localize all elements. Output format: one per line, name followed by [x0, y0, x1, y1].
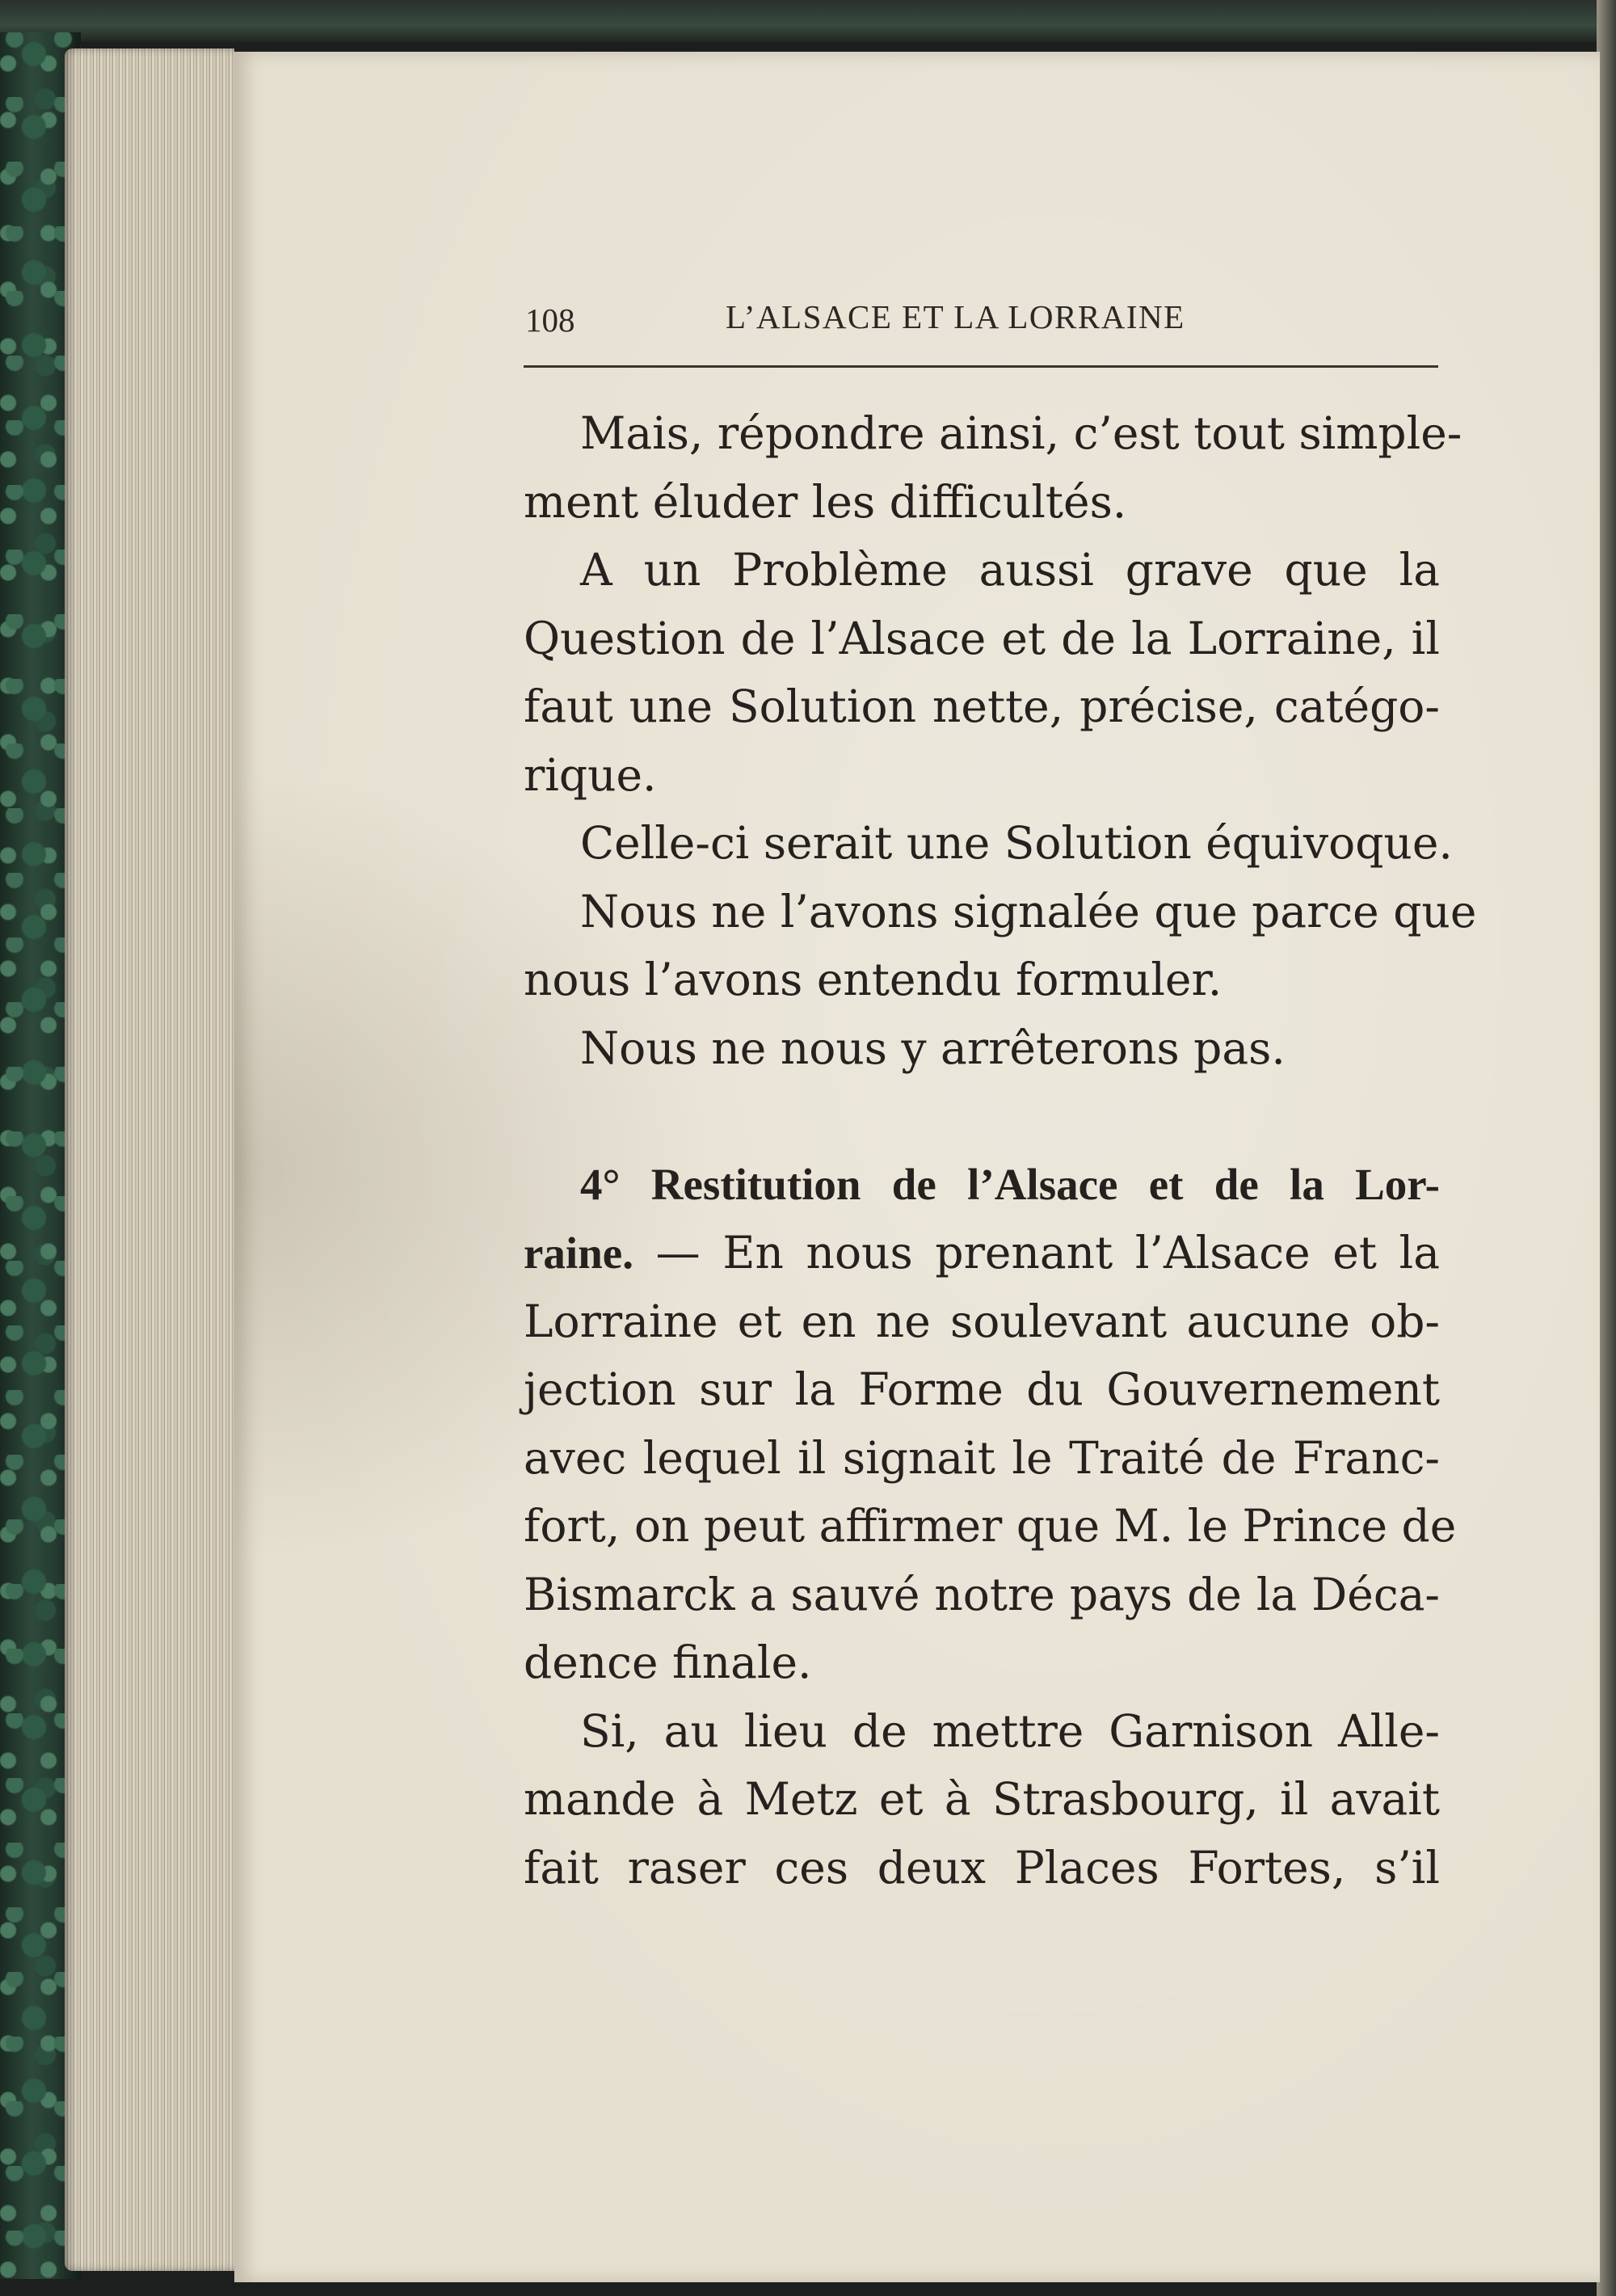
header-rule — [524, 365, 1438, 368]
text-line: ment éluder les difficultés. — [524, 475, 1127, 528]
text-line: mande à Metz et à Strasbourg, il avait — [524, 1773, 1440, 1825]
text-line: Nous ne l’avons signalée que parce que — [580, 885, 1477, 937]
text-line: — En nous prenant l’Alsace et la — [655, 1227, 1441, 1279]
page-number: 108 — [525, 301, 575, 339]
text-line: A un Problème aussi grave que la — [580, 544, 1440, 596]
text-line: fort, on peut affirmer que M. le Prince de — [524, 1500, 1457, 1552]
text-line: Si, au lieu de mettre Garnison Alle- — [580, 1704, 1440, 1757]
text-line: fait raser ces deux Places Fortes, s’il — [524, 1841, 1440, 1894]
page-edges — [65, 48, 234, 2271]
running-title: L’ALSACE ET LA LORRAINE — [726, 298, 1185, 335]
text-line: rique. — [524, 748, 657, 801]
text-line: Mais, répondre ainsi, c’est tout simple- — [580, 407, 1462, 459]
book-top-edge — [0, 0, 1616, 42]
running-head — [525, 291, 1438, 348]
text-line: avec lequel il signait le Traité de Franc- — [524, 1431, 1440, 1484]
text-line: dence finale. — [524, 1637, 812, 1688]
text-line: Nous ne nous y arrêterons pas. — [580, 1022, 1286, 1074]
section-heading-end: raine. — [524, 1228, 633, 1278]
text-line: nous l’avons entendu formuler. — [524, 954, 1223, 1005]
section-heading: 4° Restitution de l’Alsace et de la Lor- — [580, 1159, 1440, 1209]
text-line: Celle-ci serait une Solution équivoque. — [580, 817, 1453, 869]
text-line: faut une Solution nette, précise, catégo- — [524, 680, 1440, 732]
text-line: Lorraine et en ne soulevant aucune ob- — [524, 1295, 1440, 1347]
text-line: Question de l’Alsace et de la Lorraine, il — [524, 612, 1440, 664]
body-text — [524, 399, 1477, 1902]
text-line: jection sur la Forme du Gouvernement — [524, 1363, 1440, 1415]
section-heading-continued — [524, 1219, 1440, 1287]
text-line: Bismarck a sauvé notre pays de la Déca- — [524, 1568, 1440, 1620]
